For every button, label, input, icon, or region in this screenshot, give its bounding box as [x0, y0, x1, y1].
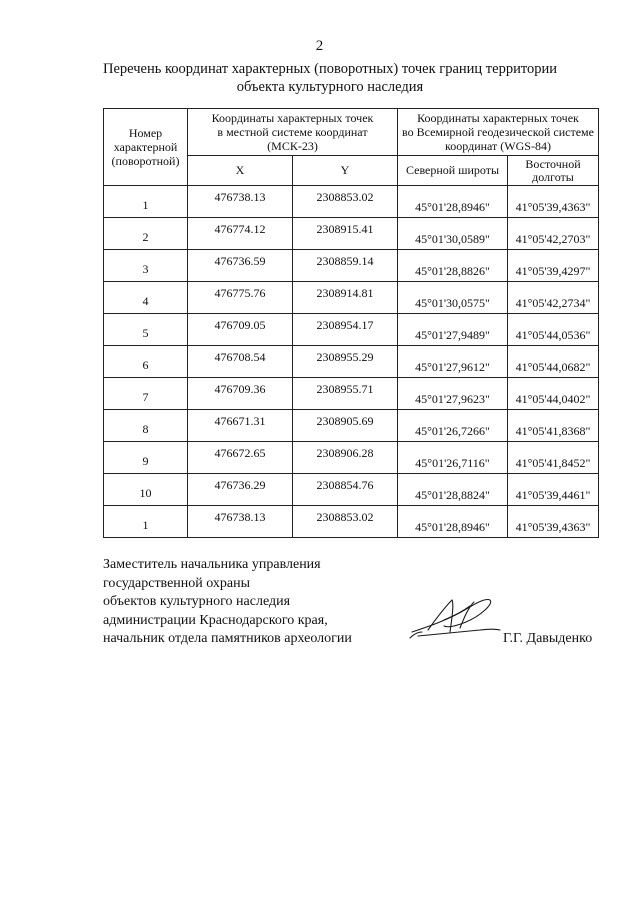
longitude-cell: 41°05'44,0682"	[508, 346, 599, 378]
longitude-cell: 41°05'39,4363"	[508, 186, 599, 218]
header-x: X	[188, 156, 293, 186]
x-cell: 476738.13	[188, 506, 293, 538]
latitude-cell: 45°01'27,9612"	[398, 346, 508, 378]
y-cell: 2308914.81	[293, 282, 398, 314]
y-cell: 2308915.41	[293, 218, 398, 250]
point-number-cell: 5	[104, 314, 188, 346]
longitude-cell: 41°05'39,4461"	[508, 474, 599, 506]
signature-title-line: объектов культурного наследия	[103, 594, 291, 609]
y-cell: 2308859.14	[293, 250, 398, 282]
y-cell: 2308954.17	[293, 314, 398, 346]
latitude-cell: 45°01'28,8946"	[398, 506, 508, 538]
signature-title-line: государственной охраны	[103, 575, 251, 591]
x-cell: 476672.65	[188, 442, 293, 474]
x-cell: 476736.29	[188, 474, 293, 506]
x-cell: 476671.31	[188, 410, 293, 442]
header-longitude: Восточной долготы	[508, 156, 599, 186]
latitude-cell: 45°01'30,0575"	[398, 282, 508, 314]
handwritten-signature	[408, 590, 503, 651]
x-cell: 476709.36	[188, 378, 293, 410]
latitude-cell: 45°01'28,8824"	[398, 474, 508, 506]
latitude-cell: 45°01'27,9489"	[398, 314, 508, 346]
latitude-cell: 45°01'28,8826"	[398, 250, 508, 282]
longitude-cell: 41°05'41,8368"	[508, 410, 599, 442]
signature-title-line: начальник отдела памятников археологии	[103, 631, 352, 646]
header-number: Номер характерной (поворотной)	[104, 109, 188, 186]
point-number-cell: 2	[104, 218, 188, 250]
table-row	[104, 378, 599, 410]
longitude-cell: 41°05'42,2703"	[508, 218, 599, 250]
title-line: Перечень координат характерных (поворотных) точек границ территории	[102, 61, 558, 77]
point-number-cell: 1	[104, 186, 188, 218]
signature-title-line: администрации Краснодарского края,	[103, 612, 328, 628]
x-cell: 476738.13	[188, 186, 293, 218]
table-header-row	[104, 109, 599, 156]
x-cell: 476775.76	[188, 282, 293, 314]
latitude-cell: 45°01'30,0589"	[398, 218, 508, 250]
longitude-cell: 41°05'41,8452"	[508, 442, 599, 474]
coordinates-table	[103, 108, 599, 538]
signature-title-line: Заместитель начальника управления	[103, 557, 321, 572]
point-number-cell: 1	[104, 506, 188, 538]
point-number-cell: 7	[104, 378, 188, 410]
header-latitude: Северной широты	[398, 156, 508, 186]
table-row	[104, 186, 599, 218]
table-row	[104, 410, 599, 442]
table-body	[104, 186, 599, 538]
table-row	[104, 474, 599, 506]
point-number-cell: 3	[104, 250, 188, 282]
signature-block	[103, 556, 352, 649]
y-cell: 2308905.69	[293, 410, 398, 442]
point-number-cell: 10	[104, 474, 188, 506]
y-cell: 2308854.76	[293, 474, 398, 506]
latitude-cell: 45°01'26,7266"	[398, 410, 508, 442]
latitude-cell: 45°01'28,8946"	[398, 186, 508, 218]
page-number: 2	[315, 38, 324, 54]
longitude-cell: 41°05'44,0402"	[508, 378, 599, 410]
point-number-cell: 6	[104, 346, 188, 378]
table-row	[104, 442, 599, 474]
x-cell: 476708.54	[188, 346, 293, 378]
longitude-cell: 41°05'44,0536"	[508, 314, 599, 346]
header-local-system: Координаты характерных точек в местной системе координат (МСК-23)	[188, 109, 398, 156]
table-row	[104, 506, 599, 538]
longitude-cell: 41°05'39,4297"	[508, 250, 599, 282]
point-number-cell: 4	[104, 282, 188, 314]
latitude-cell: 45°01'26,7116"	[398, 442, 508, 474]
y-cell: 2308853.02	[293, 186, 398, 218]
header-y: Y	[293, 156, 398, 186]
point-number-cell: 9	[104, 442, 188, 474]
latitude-cell: 45°01'27,9623"	[398, 378, 508, 410]
y-cell: 2308955.71	[293, 378, 398, 410]
table-row	[104, 282, 599, 314]
point-number-cell: 8	[104, 410, 188, 442]
header-wgs84: Координаты характерных точек во Всемирной геодезической системе координат (WGS-84)	[398, 109, 599, 156]
y-cell: 2308853.02	[293, 506, 398, 538]
table-row	[104, 346, 599, 378]
x-cell: 476736.59	[188, 250, 293, 282]
x-cell: 476774.12	[188, 218, 293, 250]
signer-name: Г.Г. Давыденко	[503, 631, 593, 646]
title-line: объекта культурного наследия	[236, 79, 424, 95]
table-row	[104, 250, 599, 282]
longitude-cell: 41°05'42,2734"	[508, 282, 599, 314]
y-cell: 2308955.29	[293, 346, 398, 378]
y-cell: 2308906.28	[293, 442, 398, 474]
longitude-cell: 41°05'39,4363"	[508, 506, 599, 538]
table-row	[104, 218, 599, 250]
x-cell: 476709.05	[188, 314, 293, 346]
document-title	[60, 60, 600, 96]
table-row	[104, 314, 599, 346]
